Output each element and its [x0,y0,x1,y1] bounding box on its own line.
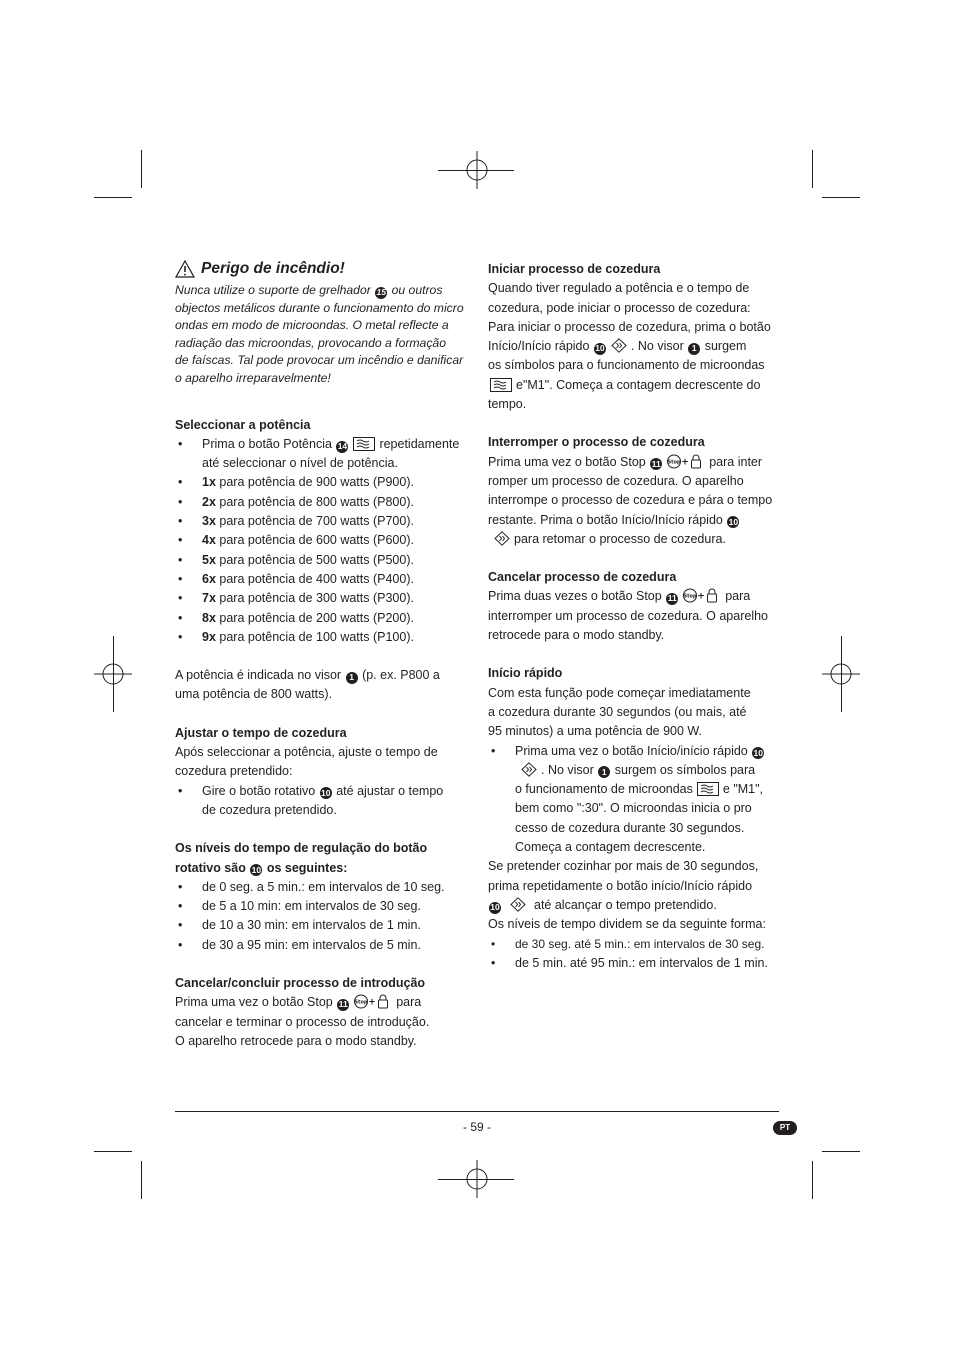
list-item: • 7x para potência de 300 watts (P300). [175,589,470,608]
list-item: • 2x para potência de 800 watts (P800). [175,493,470,512]
number-15-icon: 15 [376,287,386,297]
registration-mark-left [94,655,132,693]
section-heading-quick: Início rápido [488,666,563,681]
warning-title: Perigo de incêndio! [175,256,470,282]
svg-text:+: + [368,997,376,1008]
list-item: • de 30 a 95 min: em intervalos de 5 min. [175,936,470,955]
list-item: • 1x para potência de 900 watts (P900). [175,473,470,492]
section-heading-interrupt: Interromper o processo de cozedura [488,435,705,450]
time-list [175,782,470,821]
svg-text:+: + [697,591,705,602]
warning-triangle-icon [175,260,195,278]
warning-text-line: objectos metálicos durante o funcionamento do micro [175,300,464,315]
warning-text-line: radiação das microondas, provocando a formação [175,335,446,350]
stop-plus-lock-icon [667,454,705,469]
list-item: • Gire o botão rotativo 10 até ajustar o tempo de cozedura pretendido. [175,782,470,821]
microwave-power-icon [490,378,512,392]
quick-levels-list [488,935,783,974]
list-item: • de 5 a 10 min: em intervalos de 30 seg. [175,897,470,916]
svg-text:Stop: Stop [667,459,681,466]
section-heading-levels: Os níveis do tempo de regulação do botão rotativo são 10 os seguintes: [175,841,428,875]
microwave-power-icon [353,437,375,451]
number-1-icon: 1 [346,672,358,684]
section-heading-cancel-intro: Cancelar/concluir processo de introdução [175,975,426,990]
quick-list [488,742,783,858]
svg-text:Stop: Stop [683,593,697,600]
number-10-icon: 10 [321,787,331,798]
power-list [175,435,470,647]
warning-text-line: o aparelho irreparavelmente! [175,370,331,385]
warning-text-line: ondas em modo de microondas. O metal reflecte a [175,318,449,333]
registration-mark-right [822,655,860,693]
start-quickstart-icon [521,762,537,777]
list-item: • de 0 seg. a 5 min.: em intervalos de 10 seg. [175,878,470,897]
stop-plus-lock-icon [354,994,392,1009]
right-column [488,256,783,973]
number-11-icon: 11 [667,593,677,604]
number-10-icon: 10 [595,343,605,354]
warning-text-line: Nunca utilize o suporte de grelhador 15 ou outros [175,283,443,297]
stop-plus-lock-icon [683,588,721,603]
microwave-power-icon [697,782,719,796]
section-heading-time: Ajustar o tempo de cozedura [175,725,347,740]
number-11-icon: 11 [338,999,348,1010]
paragraph: Prima uma vez o botão Stop 11 Stop + para cancelar e terminar o processo de introdução. O aparelho retrocede para o modo standby. [175,995,430,1048]
paragraph: Se pretender cozinhar por mais de 30 segundos, prima repetidamente o botão início/Início rápido 10 até alcançar o tempo pretendido. Os níveis de tempo dividem se da seguinte forma: [488,859,766,932]
section-heading-power: Seleccionar a potência [175,417,311,432]
list-item: • 5x para potência de 500 watts (P500). [175,551,470,570]
number-1-icon: 1 [598,766,610,778]
number-14-icon: 14 [337,440,348,451]
paragraph: Prima uma vez o botão Stop 11 Stop + para inter romper um processo de cozedura. O aparelho interrompe o processo de cozedura e pára o tempo restante. Prima o botão Início/Início rápido 10 para retomar o processo de cozedura. [488,454,773,546]
list-item: • Prima o botão Potência 14 repetidamente até seleccionar o nível de potência. [175,435,470,474]
list-item: • 6x para potência de 400 watts (P400). [175,570,470,589]
page-number: - 59 - [462,1120,491,1134]
number-11-icon: 11 [651,458,661,469]
list-item: • Prima uma vez o botão Início/início rápido 10 . No visor 1 surgem os símbolos para o funcionamento de microondas e "M1", bem como ":30". O microondas inicia o pro cesso de cozedura durante 30 segundos. Começa a contagem decrescente. [488,742,783,858]
list-item: • 4x para potência de 600 watts (P600). [175,531,470,550]
power-display-text: A potência é indicada no visor 1 (p. ex. P800 a uma potência de 800 watts). [175,668,440,702]
number-10-icon: 10 [490,901,500,912]
paragraph: Quando tiver regulado a potência e o tempo de cozedura, pode iniciar o processo de cozedura: Para iniciar o processo de cozedura, prima o botão Início/Início rápido 10 . No visor 1 surgem os símbolos para o funcionamento de microondas e"M1". Começa a contagem decrescente do tempo. [488,281,771,412]
levels-list [175,878,470,955]
section-heading-start: Iniciar processo de cozedura [488,262,661,276]
paragraph: Após seleccionar a potência, ajuste o tempo de cozedura pretendido: [175,745,438,779]
number-10-icon: 10 [251,864,262,875]
list-item: • de 30 seg. até 5 min.: em intervalos de 30 seg. [488,935,783,954]
warning-text-line: de faíscas. Tal pode provocar um incêndio e danificar [175,353,464,368]
list-item: • de 5 min. até 95 min.: em intervalos de 1 min. [488,954,783,973]
svg-text:+: + [681,457,689,468]
footer-rule [175,1111,779,1112]
section-heading-cancel: Cancelar processo de cozedura [488,570,677,585]
left-column [175,256,470,1051]
paragraph: Com esta função pode começar imediatamente a cozedura durante 30 segundos (ou mais, até 95 minutos) a uma potência de 900 W. [488,685,751,739]
language-badge: PT [773,1121,797,1135]
start-quickstart-icon [611,338,627,353]
number-10-icon: 10 [753,747,763,758]
paragraph: Prima duas vezes o botão Stop 11 Stop + para interromper um processo de cozedura. O aparelho retrocede para o modo standby. [488,589,769,643]
list-item: • 3x para potência de 700 watts (P700). [175,512,470,531]
number-1-icon: 1 [688,343,700,355]
registration-mark-top [458,151,496,189]
registration-mark-bottom [458,1160,496,1198]
number-10-icon: 10 [728,516,739,527]
start-quickstart-icon [494,531,510,546]
list-item: • de 10 a 30 min: em intervalos de 1 min. [175,916,470,935]
list-item: • 8x para potência de 200 watts (P200). [175,609,470,628]
start-quickstart-icon [510,897,526,912]
svg-text:Stop: Stop [354,999,368,1006]
list-item: • 9x para potência de 100 watts (P100). [175,628,470,647]
